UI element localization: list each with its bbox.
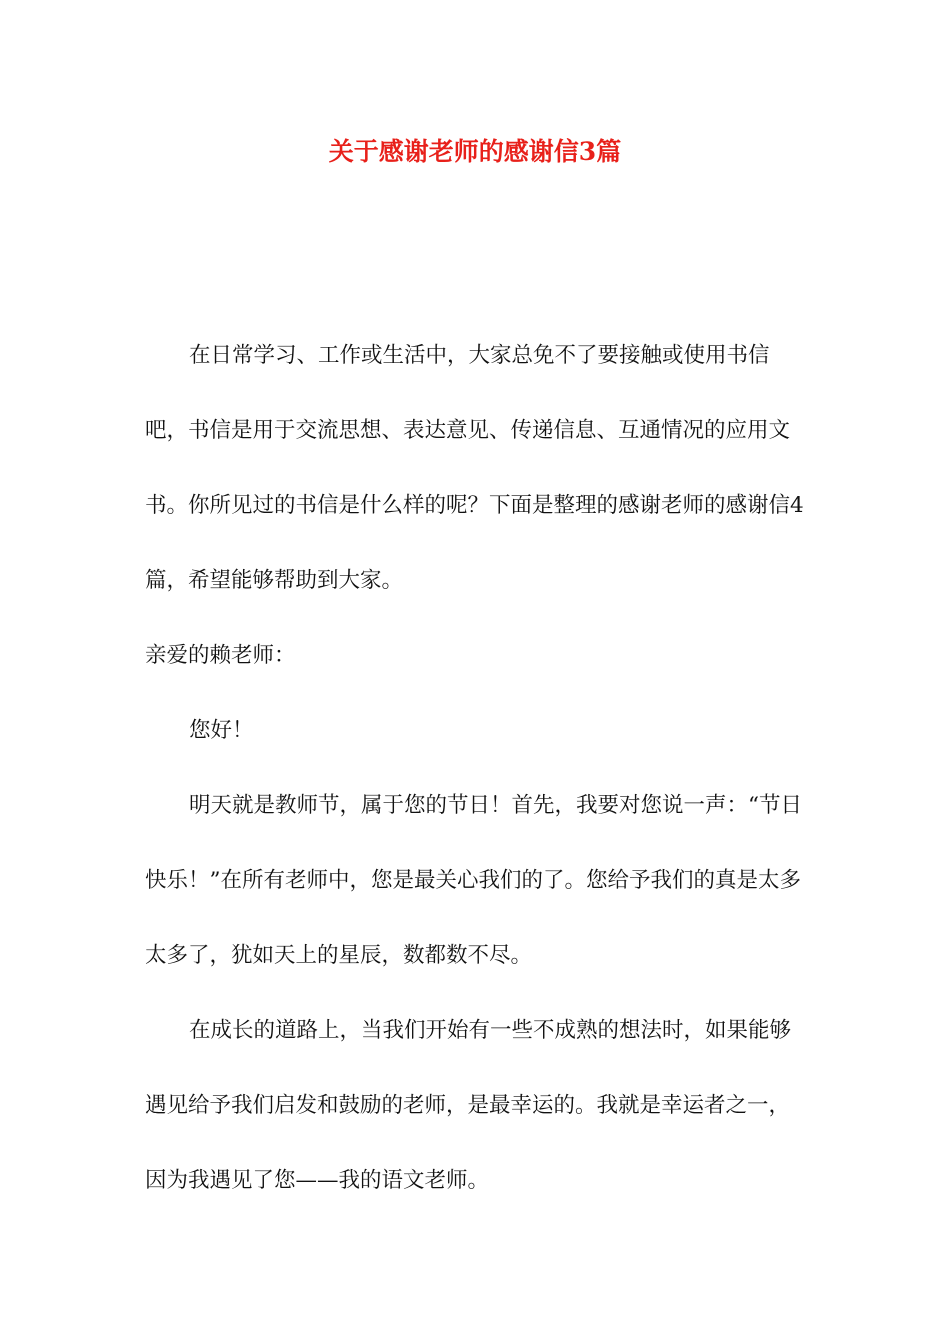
document-body <box>145 318 805 1218</box>
paragraph-teachers-day: 明天就是教师节，属于您的节日！首先，我要对您说一声：“节日快乐！”在所有老师中，您是最关心我们的了。您给予我们的真是太多太多了，犹如天上的星辰，数都数不尽。 <box>145 793 802 968</box>
document-title: 关于感谢老师的感谢信3篇 <box>328 137 622 166</box>
paragraph-greeting: 您好！ <box>189 718 254 743</box>
paragraph-salutation: 亲爱的赖老师： <box>145 643 296 668</box>
paragraph-growth: 在成长的道路上，当我们开始有一些不成熟的想法时，如果能够遇见给予我们启发和鼓励的老师，是最幸运的。我就是幸运者之一，因为我遇见了您——我的语文老师。 <box>145 1018 792 1193</box>
paragraph-intro: 在日常学习、工作或生活中，大家总免不了要接触或使用书信吧，书信是用于交流思想、表达意见、传递信息、互通情况的应用文书。你所见过的书信是什么样的呢？下面是整理的感谢老师的感谢信4篇，希望能够帮助到大家。 <box>145 343 804 593</box>
